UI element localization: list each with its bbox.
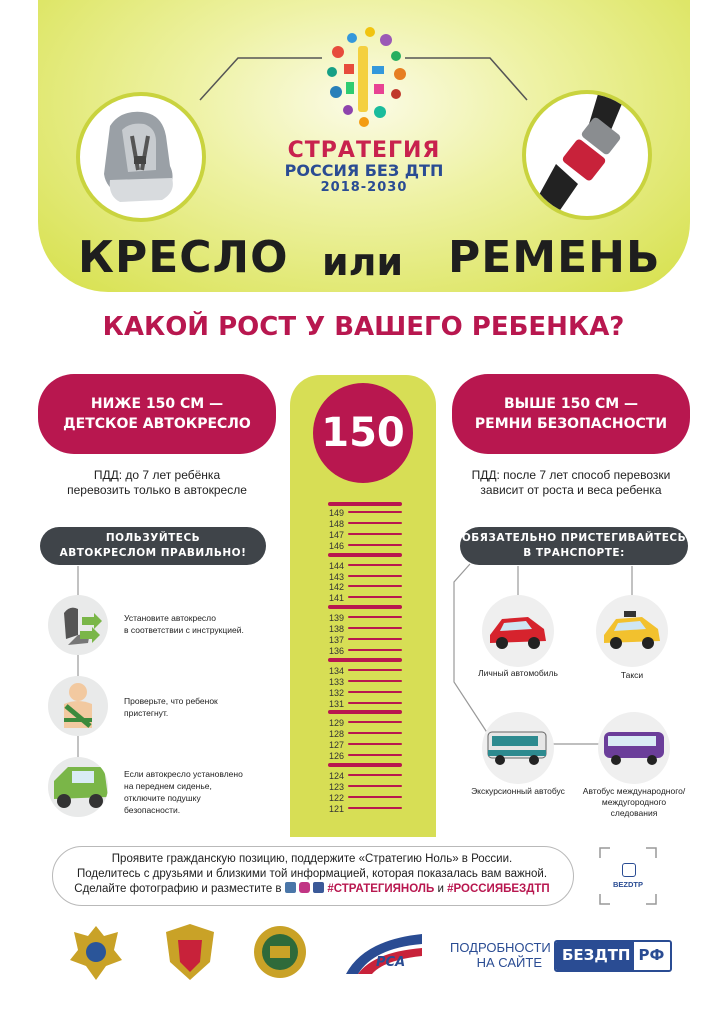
ruler-tick xyxy=(348,691,402,693)
tip-right-line1: ОБЯЗАТЕЛЬНО ПРИСТЕГИВАЙТЕСЬ xyxy=(461,532,687,544)
above-150-line1: ВЫШЕ 150 СМ — xyxy=(503,396,639,412)
above-150-pill xyxy=(452,374,690,454)
below-150-line2: ДЕТСКОЕ АВТОКРЕСЛО xyxy=(63,416,251,432)
ruler-tick xyxy=(348,669,402,671)
seat-belt-icon xyxy=(526,94,648,216)
ruler-tick xyxy=(348,596,402,598)
ruler-tick xyxy=(348,533,402,535)
tip-left-line2: АВТОКРЕСЛОМ ПРАВИЛЬНО! xyxy=(59,547,247,559)
ruler-tick xyxy=(348,785,402,787)
vehicle-4-label: Автобус международного/ междугородного следования xyxy=(582,786,686,818)
site-link-right: РФ xyxy=(634,942,670,970)
step-2-line2: пристегнут. xyxy=(124,708,169,718)
logo-years: 2018-2030 xyxy=(320,180,408,195)
ruler-tick-label: 123 xyxy=(328,781,344,792)
ruler-tick-label: 136 xyxy=(328,645,344,656)
step-3-line3: отключите подушку xyxy=(124,793,201,803)
more-info-line1: ПОДРОБНОСТИ xyxy=(450,940,551,955)
front-seat-car-icon xyxy=(48,757,108,817)
facebook-icon[interactable] xyxy=(313,882,324,893)
ruler-tick xyxy=(348,743,402,745)
hashtag-conjunction: и xyxy=(437,883,444,895)
left-rule xyxy=(38,468,276,498)
car-seat-icon xyxy=(80,96,202,218)
headline-left: КРЕСЛО xyxy=(78,232,289,283)
coach-bus-icon xyxy=(598,712,670,784)
logo-title: СТРАТЕГИЯ xyxy=(287,138,441,163)
step-1-line2: в соответствии с инструкцией. xyxy=(124,625,244,635)
taxi-icon xyxy=(596,595,668,667)
step-icon-3 xyxy=(48,757,108,817)
ruler-tick xyxy=(348,754,402,756)
vk-icon[interactable] xyxy=(285,882,296,893)
ruler-tick-label: 138 xyxy=(328,624,344,635)
ruler-tick xyxy=(348,522,402,524)
vehicle-2 xyxy=(596,595,668,667)
ruler-major-tick xyxy=(328,605,402,609)
footer-line-3-prefix: Сделайте фотографию и разместите в xyxy=(74,883,282,895)
headline-middle: или xyxy=(322,240,404,284)
qr-caption: BEZDTP xyxy=(613,880,643,889)
site-link-left: БЕЗДТП xyxy=(556,942,634,970)
ruler-tick-label: 133 xyxy=(328,676,344,687)
ruler-major-tick xyxy=(328,763,402,767)
ruler-tick xyxy=(348,721,402,723)
step-2-line1: Проверьте, что ребенок xyxy=(124,696,218,706)
step-text-2 xyxy=(124,695,218,719)
ruler-tick-label: 127 xyxy=(328,740,344,751)
ruler-tick-label: 131 xyxy=(328,698,344,709)
step-icon-2 xyxy=(48,676,108,736)
step-3-line1: Если автокресло установлено xyxy=(124,769,243,779)
ruler-tick-label: 134 xyxy=(328,665,344,676)
vehicle-1-label: Личный автомобиль xyxy=(478,668,558,678)
step-3-line2: на переднем сиденье, xyxy=(124,781,212,791)
right-rule xyxy=(452,468,690,498)
height-150-badge: 150 xyxy=(313,383,413,483)
ministry-emblem-icon xyxy=(68,922,124,982)
logo-subtitle: РОССИЯ БЕЗ ДТП xyxy=(284,161,444,180)
footer-line-2: Поделитесь с друзьями и близкими той информацией, которая показалась вам важной. xyxy=(76,868,548,880)
vehicle-3 xyxy=(482,712,554,784)
ruler-tick xyxy=(348,680,402,682)
hashtag-russia-no-accidents[interactable]: #РОССИЯБЕЗДТП xyxy=(447,883,550,895)
ruler-tick-label: 121 xyxy=(328,803,344,814)
left-rule-line2: перевозить только в автокресле xyxy=(67,483,247,497)
ruler-major-tick xyxy=(328,553,402,557)
ruler-tick-label: 129 xyxy=(328,718,344,729)
step-icon-1 xyxy=(48,595,108,655)
ruler-tick-label: 137 xyxy=(328,635,344,645)
ruler-tick xyxy=(348,544,402,546)
above-150-line2: РЕМНИ БЕЗОПАСНОСТИ xyxy=(474,416,668,432)
footer-line-3 xyxy=(52,882,572,897)
right-rule-line1: ПДД: после 7 лет способ перевозки xyxy=(471,468,671,482)
ruler-tick-label: 147 xyxy=(328,529,344,540)
instagram-icon[interactable] xyxy=(299,882,310,893)
rsa-logo-text: РСА xyxy=(376,955,406,970)
vehicle-2-label: Такси xyxy=(620,670,644,680)
excursion-bus-icon xyxy=(482,712,554,784)
ruler-tick-label: 128 xyxy=(328,729,344,740)
red-car-icon xyxy=(482,595,554,667)
ruler-tick-label: 132 xyxy=(328,687,344,698)
ruler-tick xyxy=(348,649,402,651)
step-3-line4: безопасности. xyxy=(124,805,181,815)
buckled-child-icon xyxy=(48,676,108,736)
ruler-tick xyxy=(348,511,402,513)
ruler-tick xyxy=(348,702,402,704)
ruler-tick-label: 126 xyxy=(328,751,344,762)
hashtag-strategy-zero[interactable]: #СТРАТЕГИЯНОЛЬ xyxy=(327,883,435,895)
main-question: КАКОЙ РОСТ У ВАШЕГО РЕБЕНКА? xyxy=(102,312,625,342)
ruler-tick xyxy=(348,616,402,618)
ruler-tick-label: 149 xyxy=(328,508,344,518)
seat-belt-image xyxy=(522,90,652,220)
ruler-tick xyxy=(348,774,402,776)
site-link-button[interactable] xyxy=(554,940,672,972)
ruler-tick xyxy=(348,807,402,809)
ruler-tick-label: 124 xyxy=(328,771,344,781)
below-150-pill xyxy=(38,374,276,454)
ruler-tick xyxy=(348,732,402,734)
ruler-tick-label: 139 xyxy=(328,613,344,624)
ruler-tick-label: 146 xyxy=(328,540,344,551)
qr-instagram-icon xyxy=(622,863,636,877)
below-150-line1: НИЖЕ 150 СМ — xyxy=(90,396,224,412)
tip-left-line1: ПОЛЬЗУЙТЕСЬ xyxy=(105,532,201,544)
ruler-tick-label: 144 xyxy=(328,560,344,571)
step-1-line1: Установите автокресло xyxy=(124,613,216,623)
ruler-tick xyxy=(348,564,402,566)
vehicle-connectors xyxy=(440,560,727,760)
mvd-emblem-icon xyxy=(162,922,218,982)
left-rule-line1: ПДД: до 7 лет ребёнка xyxy=(93,468,221,482)
gibdd-emblem-icon xyxy=(252,922,308,982)
vehicle-3-label: Экскурсионный автобус xyxy=(471,786,565,796)
footer-line-1: Проявите гражданскую позицию, поддержите «Стратегию Ноль» в России. xyxy=(111,853,513,865)
ruler-tick-label: 143 xyxy=(328,571,344,582)
tip-right-line2: В ТРАНСПОРТЕ: xyxy=(523,547,625,559)
ruler-tick-label: 148 xyxy=(328,518,344,529)
ruler-tick xyxy=(348,796,402,798)
step-text-3 xyxy=(124,768,243,816)
ruler-tick xyxy=(348,585,402,587)
right-rule-line2: зависит от роста и веса ребенка xyxy=(480,483,662,497)
step-text-1 xyxy=(124,612,244,636)
car-seat-install-icon xyxy=(48,595,108,655)
ruler-tick xyxy=(348,627,402,629)
ruler-tick xyxy=(348,575,402,577)
headline-right: РЕМЕНЬ xyxy=(448,232,661,283)
vehicle-4 xyxy=(598,712,670,784)
ruler-tick-label: 142 xyxy=(328,582,344,593)
ruler-tick xyxy=(348,638,402,640)
ruler-tick-label: 141 xyxy=(328,593,344,604)
more-info-line2: НА САЙТЕ xyxy=(476,955,542,970)
ruler-major-tick xyxy=(328,710,402,714)
car-seat-image xyxy=(76,92,206,222)
ruler-major-tick xyxy=(328,658,402,662)
ruler-major-tick xyxy=(328,502,402,506)
ruler-tick-label: 122 xyxy=(328,792,344,803)
vehicle-1 xyxy=(482,595,554,667)
more-info-text xyxy=(450,940,551,970)
